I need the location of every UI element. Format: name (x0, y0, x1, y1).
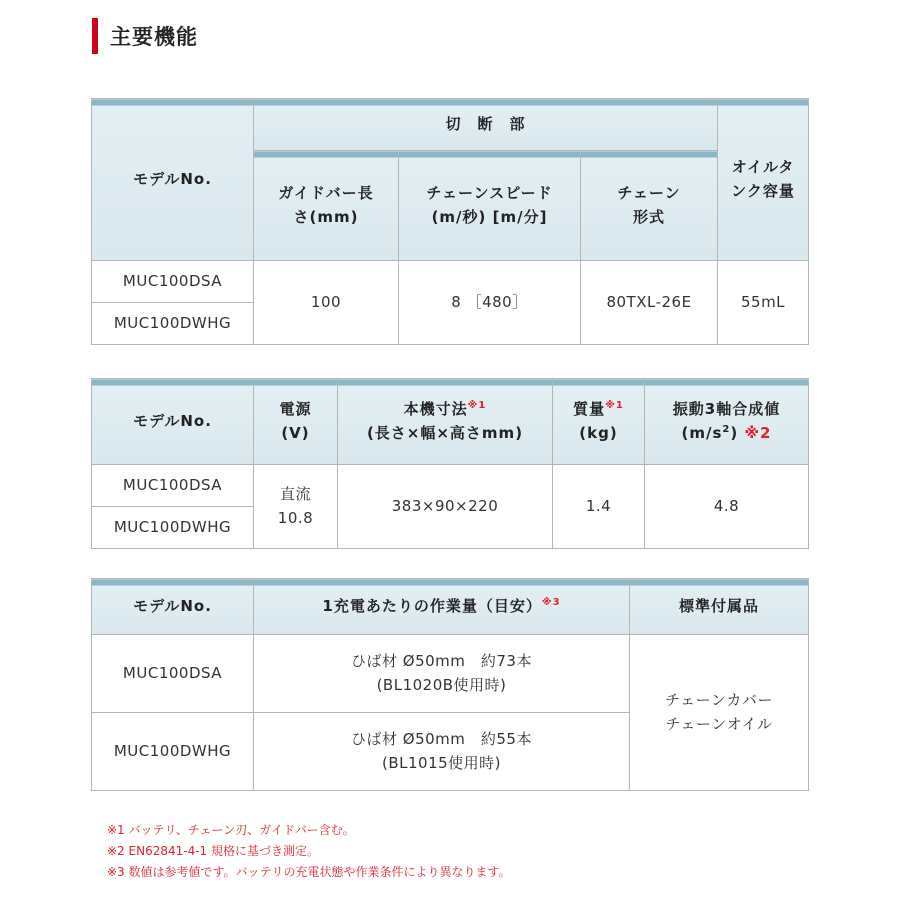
header-mass: 質量$^{※1}$ (kg) (553, 379, 645, 465)
mass-value: 1.4 (553, 465, 645, 549)
model-cell: MUC100DSA (92, 635, 254, 713)
footnotes (107, 820, 511, 883)
footnote: ※2 EN62841-4-1 規格に基づき測定。 (107, 844, 319, 858)
header-model: モデルNo. (92, 379, 254, 465)
work-amount-value: ひば材 Ø50mm 約55本 (BL1015使用時) (254, 713, 630, 791)
header-power: 電源(V) (254, 379, 338, 465)
model-cell: MUC100DWHG (92, 713, 254, 791)
header-cutting-group: 切 断 部 (254, 99, 718, 151)
model-cell: MUC100DWHG (92, 507, 254, 549)
header-model: モデルNo. (92, 99, 254, 261)
accessories-value: チェーンカバー チェーンオイル (630, 635, 809, 791)
note-mark: ※2 (744, 423, 772, 442)
speed-value: 8 ［480］ (399, 261, 581, 345)
chain-type-value: 80TXL-26E (581, 261, 718, 345)
dimensions-value: 383×90×220 (338, 465, 553, 549)
header-accessories: 標準付属品 (630, 579, 809, 635)
spec-table-dimensions (91, 378, 809, 549)
oil-value: 55mL (718, 261, 809, 345)
footnote: ※3 数値は参考値です。バッテリの充電状態や作業条件により異なります。 (107, 865, 511, 879)
note-mark: ※1 (605, 400, 624, 412)
work-amount-value: ひば材 Ø50mm 約73本 (BL1020B使用時) (254, 635, 630, 713)
header-model: モデルNo. (92, 579, 254, 635)
header-dimensions: 本機寸法$^{※1}$ (長さ×幅×高さmm) (338, 379, 553, 465)
footnote: ※1 バッテリ、チェーン刃、ガイドバー含む。 (107, 823, 355, 837)
header-chain-type: チェーン形式 (581, 151, 718, 261)
header-oil-tank: オイルタンク容量 (718, 99, 809, 261)
spec-table-cutting (91, 98, 809, 345)
model-cell: MUC100DWHG (92, 303, 254, 345)
vibration-value: 4.8 (645, 465, 809, 549)
note-mark: ※3 (541, 596, 561, 608)
header-chain-speed: チェーンスピード(m/秒) [m/分] (399, 151, 581, 261)
heading-accent-bar (92, 18, 98, 54)
section-heading (92, 18, 198, 54)
header-work-amount: 1充電あたりの作業量（目安）$^{※3}$ (254, 579, 630, 635)
heading-title: 主要機能 (110, 25, 198, 49)
spec-table-work (91, 578, 809, 791)
power-value: 直流10.8 (254, 465, 338, 549)
model-cell: MUC100DSA (92, 261, 254, 303)
guidebar-value: 100 (254, 261, 399, 345)
header-guidebar-length: ガイドバー長さ(mm) (254, 151, 399, 261)
model-cell: MUC100DSA (92, 465, 254, 507)
note-mark: ※1 (467, 400, 487, 412)
header-vibration: 振動3軸合成値 $(m/s^2)$ ※2 (645, 379, 809, 465)
